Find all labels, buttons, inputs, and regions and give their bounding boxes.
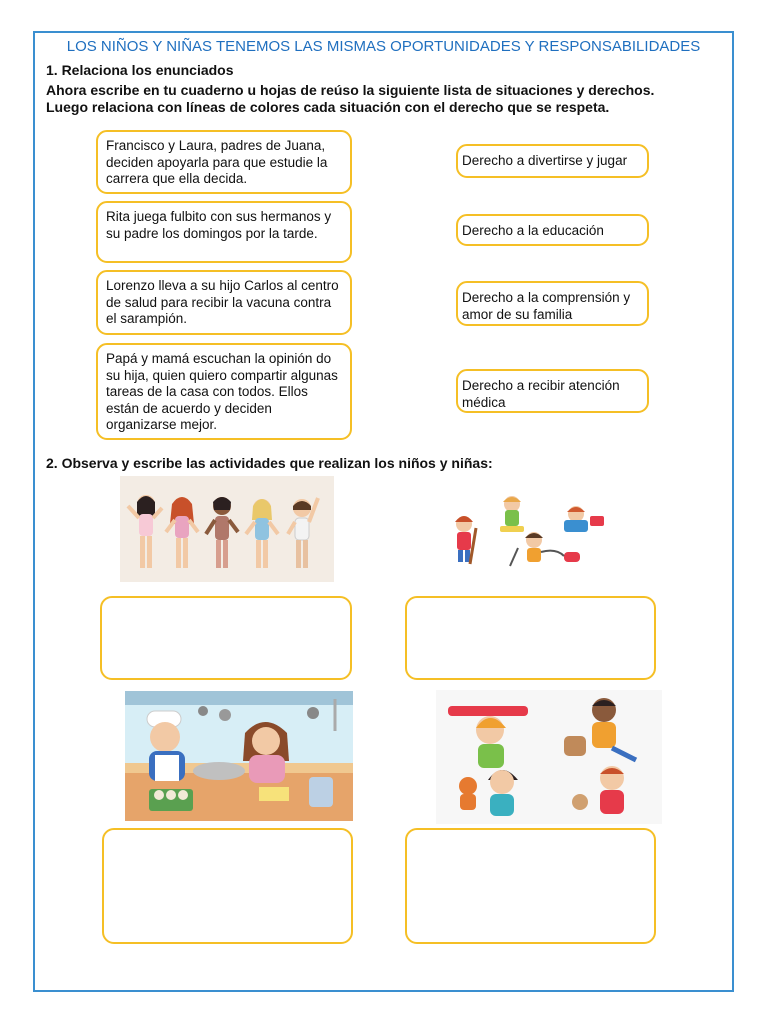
children-dancing-illustration (120, 476, 334, 582)
right-box-2: Derecho a la educación (456, 214, 649, 246)
section1-heading: 1. Relaciona los enunciados (46, 62, 234, 78)
section2-heading: 2. Observa y escribe las actividades que realizan los niños y niñas: (46, 455, 493, 471)
girl-cook (243, 722, 289, 783)
children-chores-illustration (440, 490, 610, 570)
children-cooking-illustration (125, 691, 353, 821)
situation-box-2: Rita juega fulbito con sus hermanos y su padre los domingos por la tarde. (96, 201, 352, 263)
right-box-4: Derecho a recibir atención médica (456, 369, 649, 413)
section1-instructions (46, 82, 726, 116)
answer-box-2[interactable] (405, 596, 656, 680)
answer-box-3[interactable] (102, 828, 353, 944)
right-box-1: Derecho a divertirse y jugar (456, 144, 649, 178)
answer-box-4[interactable] (405, 828, 656, 944)
right-box-3: Derecho a la comprensión y amor de su familia (456, 281, 649, 326)
situation-box-4: Papá y mamá escuchan la opinión do su hija, quien quiero compartir algunas tareas de la casa con todos. Ellos están de acuerdo y deciden organizarse mejor. (96, 343, 352, 440)
children-playing-illustration (436, 690, 662, 824)
answer-box-1[interactable] (100, 596, 352, 680)
page-title: LOS NIÑOS Y NIÑAS TENEMOS LAS MISMAS OPORTUNIDADES Y RESPONSABILIDADES (66, 38, 701, 55)
instruction-line-1: Ahora escribe en tu cuaderno u hojas de reúso la siguiente lista de situaciones y derechos. (46, 82, 655, 98)
situation-box-1: Francisco y Laura, padres de Juana, deciden apoyarla para que estudie la carrera que ella decida. (96, 130, 352, 194)
instruction-line-2: Luego relaciona con líneas de colores cada situación con el derecho que se respeta. (46, 99, 610, 115)
situation-box-3: Lorenzo lleva a su hijo Carlos al centro de salud para recibir la vacuna contra el sarampión. (96, 270, 352, 335)
